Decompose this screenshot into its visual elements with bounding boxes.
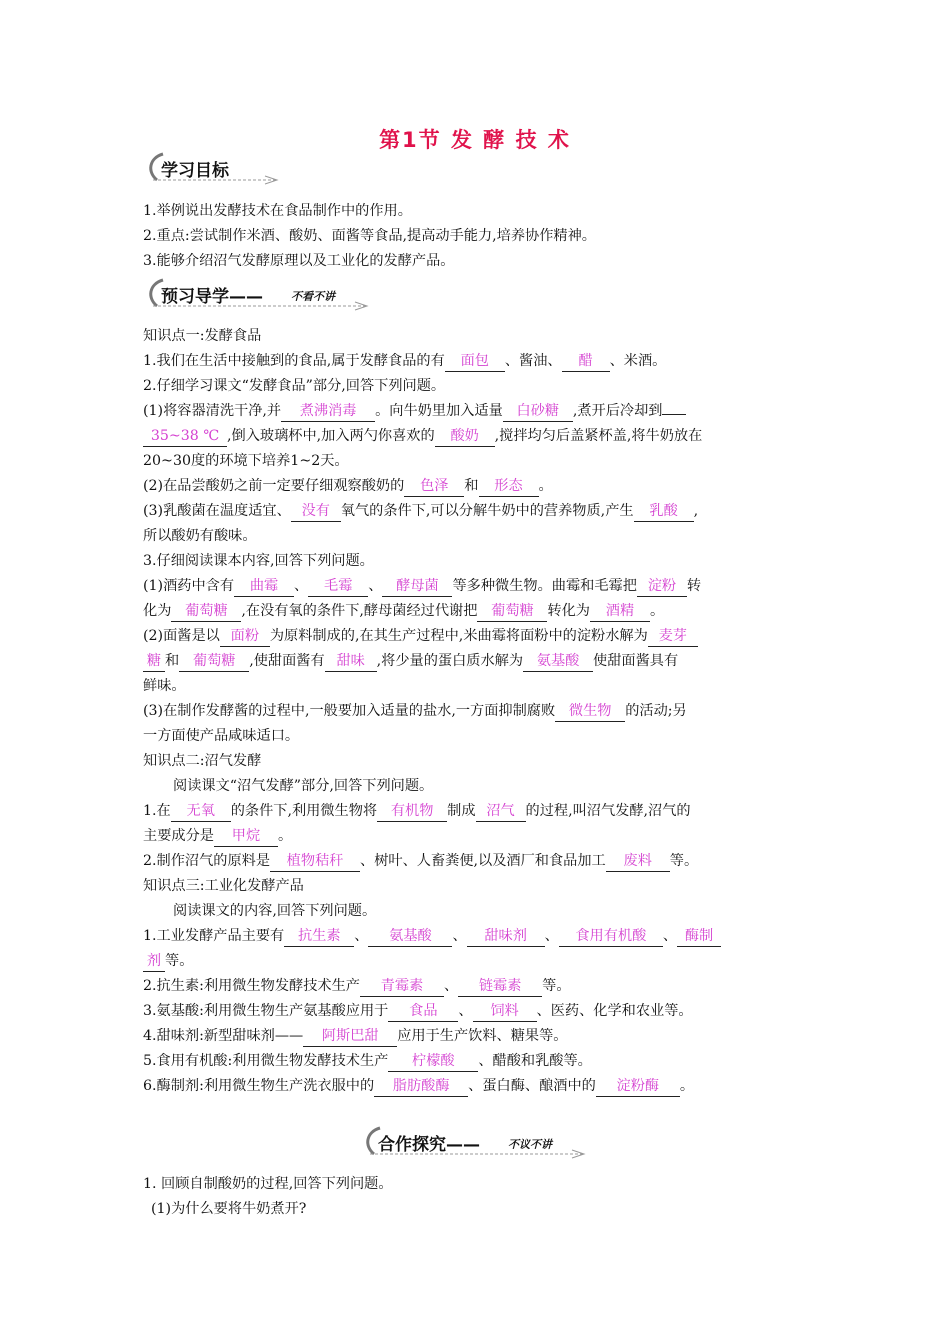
question-line: 所以酸奶有酸味。 (143, 528, 257, 544)
answer-blank: 甜味 (325, 651, 377, 672)
section-badge-explore (360, 1124, 590, 1160)
answer-blank (662, 414, 686, 415)
answer-blank: 淀粉酶 (596, 1076, 680, 1097)
question-line: 2.制作沼气的原料是 植物秸秆 、树叶、人畜粪便,以及酒厂和食品加工 废料 等。 (143, 849, 808, 874)
answer-blank: 色泽 (404, 476, 464, 497)
question-line: (3)在制作发酵酱的过程中,一般要加入适量的盐水,一方面抑制腐败 微生物 的活动;另 (143, 699, 808, 724)
question-line: 20~30度的环境下培养1~2天。 (143, 453, 349, 469)
section-badge-goals (143, 150, 283, 186)
answer-blank: 煮沸消毒 (281, 401, 375, 422)
question-line: 化为 葡萄糖 ,在没有氧的条件下,酵母菌经过代谢把 葡萄糖 转化为 酒精 。 (143, 599, 808, 624)
answer-blank: 阿斯巴甜 (303, 1026, 397, 1047)
answer-blank: 酶制 (677, 926, 721, 947)
goal-item: 2.重点:尝试制作米酒、酸奶、面酱等食品,提高动手能力,培养协作精神。 (143, 228, 596, 244)
question-line: (1)将容器清洗干净,并 煮沸消毒 。向牛奶里加入适量 白砂糖 ,煮开后冷却到 (143, 399, 808, 424)
answer-blank: 剂 (143, 951, 165, 972)
question-line: (3)乳酸菌在温度适宜、 没有 氧气的条件下,可以分解牛奶中的营养物质,产生 乳酸 , (143, 499, 808, 524)
answer-blank: 淀粉 (637, 576, 687, 597)
question-line: (1)酒药中含有 曲霉 、 毛霉 、 酵母菌 等多种微生物。曲霉和毛霉把 淀粉 转 (143, 574, 808, 599)
knowledge-heading: 知识点一:发酵食品 (143, 328, 262, 344)
question-line: (1)为什么要将牛奶煮开? (151, 1201, 307, 1217)
answer-blank: 没有 (291, 501, 341, 522)
answer-blank: 链霉素 (458, 976, 542, 997)
answer-blank: 氨基酸 (523, 651, 593, 672)
answer-blank: 葡萄糖 (179, 651, 249, 672)
question-line: 4.甜味剂:新型甜味剂—— 阿斯巴甜 应用于生产饮料、糖果等。 (143, 1024, 808, 1049)
question-line: 1.我们在生活中接触到的食品,属于发酵食品的有 面包 、酱油、 醋 、米酒。 (143, 349, 808, 374)
answer-blank: 曲霉 (234, 576, 294, 597)
knowledge-heading: 知识点三:工业化发酵产品 (143, 878, 304, 894)
answer-blank: 面包 (445, 351, 505, 372)
answer-blank: 氨基酸 (368, 926, 452, 947)
preview-heading: 预习导学—— (161, 287, 263, 307)
answer-blank: 脂肪酸酶 (374, 1076, 468, 1097)
question-line: 阅读课文“沼气发酵”部分,回答下列问题。 (173, 778, 434, 794)
answer-blank: 食用有机酸 (559, 926, 663, 947)
answer-blank: 饲料 (473, 1001, 537, 1022)
question-line: 2.仔细学习课文“发酵食品”部分,回答下列问题。 (143, 378, 446, 394)
answer-blank: 白砂糖 (503, 401, 573, 422)
question-line: 2.抗生素:利用微生物发酵技术生产 青霉素 、 链霉素 等。 (143, 974, 808, 999)
goal-item: 1.举例说出发酵技术在食品制作中的作用。 (143, 203, 412, 219)
question-line: 3.仔细阅读课本内容,回答下列问题。 (143, 553, 374, 569)
question-line: (2)面酱是以 面粉 为原料制成的,在其生产过程中,米曲霉将面粉中的淀粉水解为 麦芽 (143, 624, 808, 649)
answer-blank: 废料 (606, 851, 670, 872)
goals-heading: 学习目标 (161, 161, 229, 181)
question-line: 鲜味。 (143, 678, 186, 694)
knowledge-heading: 知识点二:沼气发酵 (143, 753, 262, 769)
answer-blank: 葡萄糖 (477, 601, 547, 622)
answer-blank: 葡萄糖 (171, 601, 241, 622)
question-line: 3.氨基酸:利用微生物生产氨基酸应用于 食品 、 饲料 、医药、化学和农业等。 (143, 999, 808, 1024)
question-line: 1.工业发酵产品主要有 抗生素 、 氨基酸 、 甜味剂 、 食用有机酸 、 酶制 (143, 924, 808, 949)
answer-blank: 糖 (143, 651, 165, 672)
answer-blank: 麦芽 (648, 626, 698, 647)
answer-blank: 食品 (388, 1001, 458, 1022)
question-line: 一方面使产品咸味适口。 (143, 728, 300, 744)
preview-subheading: 不看不讲 (291, 290, 335, 303)
explore-subheading: 不议不讲 (508, 1138, 552, 1151)
question-line: 1.在 无氧 的条件下,利用微生物将 有机物 制成 沼气 的过程,叫沼气发酵,沼气的 (143, 799, 808, 824)
answer-blank: 酒精 (590, 601, 650, 622)
explore-heading: 合作探究—— (378, 1135, 480, 1155)
page-title: 第1节 发 酵 技 术 (379, 128, 571, 152)
section-badge-preview (143, 276, 373, 312)
question-line: 5.食用有机酸:利用微生物发酵技术生产 柠檬酸 、醋酸和乳酸等。 (143, 1049, 808, 1074)
goal-item: 3.能够介绍沼气发酵原理以及工业化的发酵产品。 (143, 253, 455, 269)
answer-blank: 毛霉 (308, 576, 368, 597)
question-line: 35~38 ℃ ,倒入玻璃杯中,加入两勺你喜欢的 酸奶 ,搅拌均匀后盖紧杯盖,将牛奶放在 (143, 424, 808, 449)
answer-blank: 沼气 (476, 801, 526, 822)
answer-blank: 无氧 (171, 801, 231, 822)
answer-blank: 乳酸 (634, 501, 694, 522)
answer-blank: 柠檬酸 (388, 1051, 478, 1072)
question-line: 剂 等。 (143, 949, 808, 974)
answer-blank: 酸奶 (435, 426, 495, 447)
question-line: 1. 回顾自制酸奶的过程,回答下列问题。 (143, 1176, 393, 1192)
question-line: (2)在品尝酸奶之前一定要仔细观察酸奶的 色泽 和 形态 。 (143, 474, 808, 499)
question-line: 糖 和 葡萄糖 ,使甜面酱有 甜味 ,将少量的蛋白质水解为 氨基酸 使甜面酱具有 (143, 649, 808, 674)
answer-blank: 甲烷 (214, 826, 278, 847)
answer-blank: 有机物 (377, 801, 447, 822)
answer-blank: 酵母菌 (382, 576, 452, 597)
answer-blank: 抗生素 (284, 926, 354, 947)
answer-blank: 醋 (562, 351, 610, 372)
answer-blank: 35~38 ℃ (143, 426, 227, 447)
answer-blank: 面粉 (220, 626, 270, 647)
question-line: 6.酶制剂:利用微生物生产洗衣服中的 脂肪酸酶 、蛋白酶、酿酒中的 淀粉酶 。 (143, 1074, 808, 1099)
question-line: 主要成分是 甲烷 。 (143, 824, 808, 849)
answer-blank: 甜味剂 (467, 926, 545, 947)
question-line: 阅读课文的内容,回答下列问题。 (173, 903, 377, 919)
answer-blank: 植物秸秆 (270, 851, 360, 872)
answer-blank: 青霉素 (360, 976, 444, 997)
answer-blank: 微生物 (555, 701, 625, 722)
answer-blank: 形态 (479, 476, 539, 497)
